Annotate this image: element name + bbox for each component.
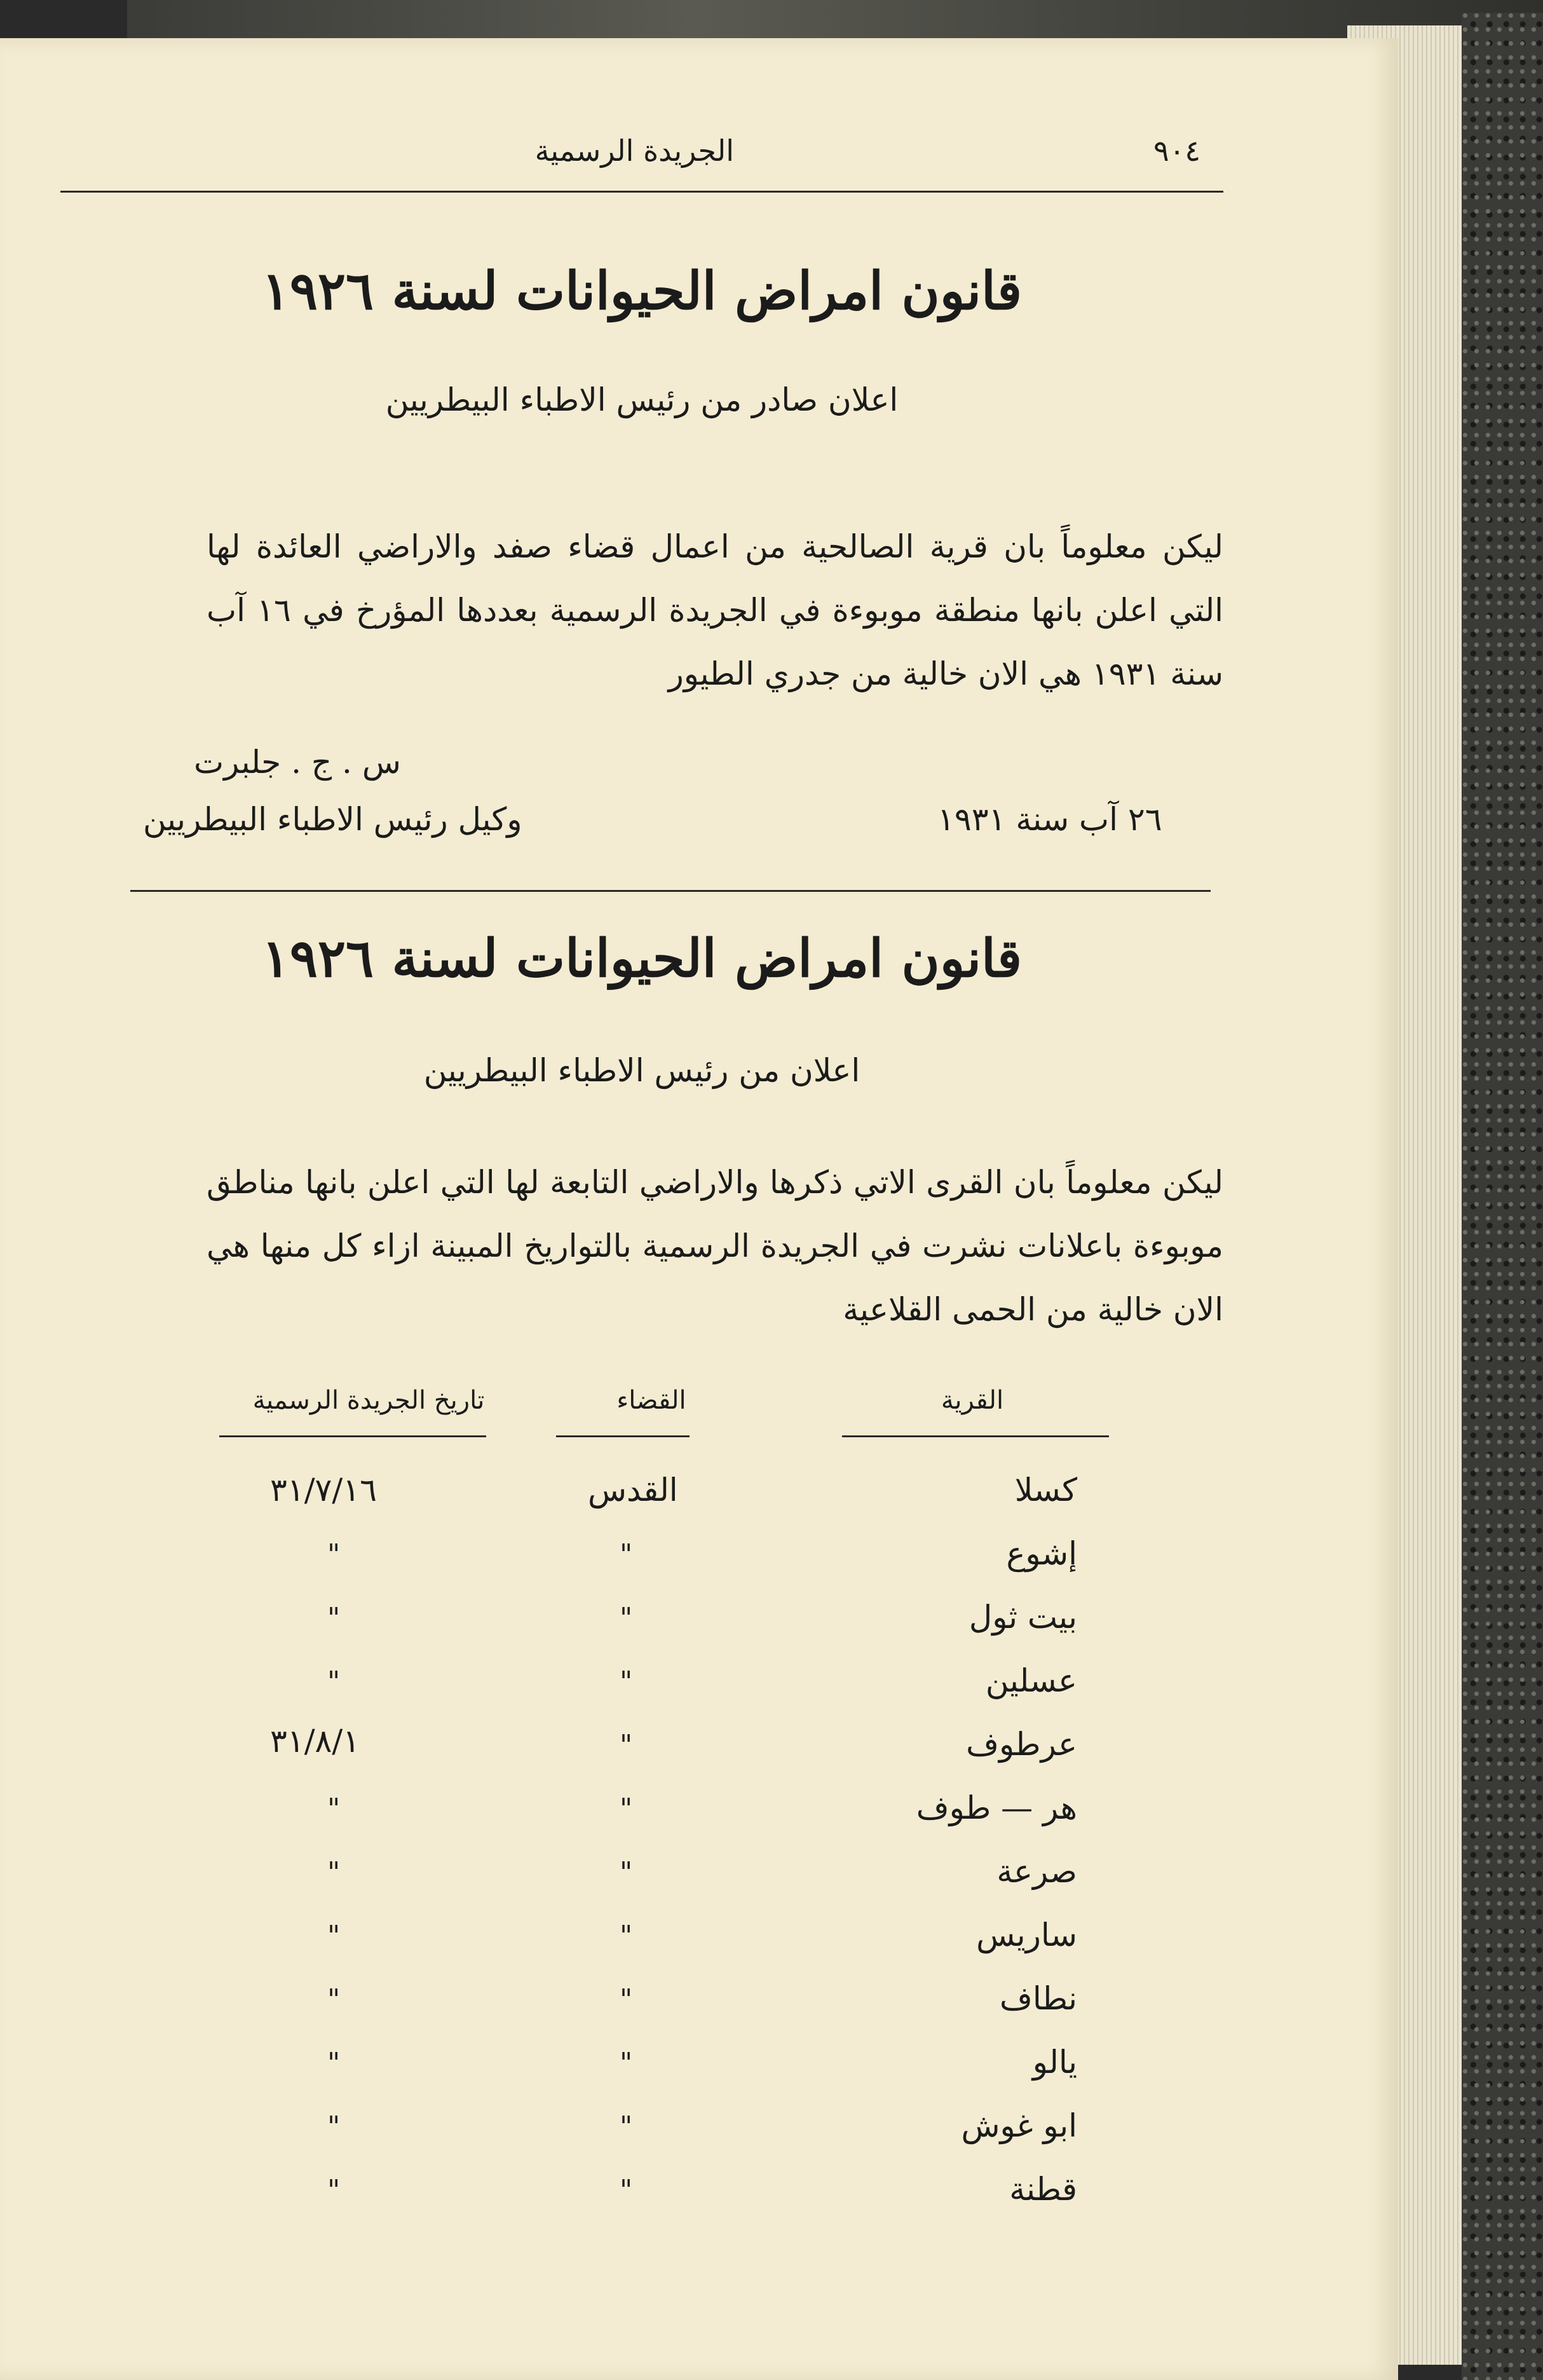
notice1-signer: س . ج . جلبرت — [194, 744, 401, 781]
notice1-subtitle: اعلان صادر من رئيس الاطباء البيطريين — [385, 381, 899, 418]
ditto-mark: " — [327, 2110, 341, 2143]
running-head — [60, 133, 1223, 191]
ditto-mark: " — [327, 1793, 341, 1825]
gazette-date: ٣١/٧/١٦ — [270, 1472, 377, 1508]
ditto-mark: " — [327, 1856, 341, 1889]
book-spine — [1462, 13, 1543, 2380]
ditto-mark: " — [620, 1920, 633, 1952]
notice1-title: قانون امراض الحيوانات لسنة ١٩٢٦ — [261, 261, 1023, 322]
ditto-mark: " — [327, 1665, 341, 1698]
ditto-mark: " — [327, 1920, 341, 1952]
running-title: الجريدة الرسمية — [534, 133, 734, 168]
ditto-mark: " — [620, 1793, 633, 1825]
ditto-mark: " — [327, 1602, 341, 1634]
village-name: عرطوف — [966, 1726, 1077, 1763]
notice1-date: ٢٦ آب سنة ١٩٣١ — [937, 801, 1162, 838]
village-name: كسلا — [1014, 1472, 1077, 1508]
village-name: بيت ثول — [969, 1599, 1077, 1636]
notice1-body: ليكن معلوماً بان قرية الصالحية من اعمال قضاء صفد والاراضي العائدة لها التي اعلن بانها منطقة موبوءة في الجريدة الرسمية بعددها المؤرخ في ١٦ آب سنة ١٩٣١ هي الان خالية من جدري الطيور — [207, 528, 1224, 692]
village-name: ساريس — [976, 1917, 1077, 1953]
notice2-title: قانون امراض الحيوانات لسنة ١٩٢٦ — [261, 928, 1023, 989]
gazette-page — [0, 38, 1398, 2380]
ditto-mark: " — [327, 1983, 341, 2016]
col-header-district: القضاء — [616, 1386, 686, 1415]
ditto-mark: " — [620, 1602, 633, 1634]
section-divider — [130, 890, 1211, 892]
col-header-village: القرية — [941, 1386, 1004, 1415]
village-name: عسلين — [985, 1662, 1077, 1699]
col-header-gazette-date: تاريخ الجريدة الرسمية — [252, 1386, 485, 1415]
village-name: قطنة — [1009, 2171, 1077, 2208]
gazette-date: ٣١/٨/١ — [270, 1723, 360, 1760]
village-name: هر — طوف — [916, 1789, 1077, 1826]
page-content — [60, 38, 1223, 2380]
ditto-mark: " — [327, 2174, 341, 2206]
col-rule-district — [556, 1435, 690, 1437]
ditto-mark: " — [620, 1665, 633, 1698]
notice1-signer-title: وكيل رئيس الاطباء البيطريين — [143, 801, 522, 838]
village-name: يالو — [1032, 2044, 1077, 2081]
col-rule-gazette-date — [219, 1435, 486, 1437]
page-number: ٩٠٤ — [1153, 133, 1201, 168]
ditto-mark: " — [620, 1856, 633, 1889]
village-name: إشوع — [1006, 1535, 1077, 1572]
ditto-mark: " — [620, 1538, 633, 1571]
ditto-mark: " — [620, 1729, 633, 1761]
village-name: نطاف — [1000, 1980, 1077, 2017]
ditto-mark: " — [620, 2047, 633, 2079]
village-name: صرعة — [996, 1853, 1077, 1890]
ditto-mark: " — [620, 2110, 633, 2143]
district-name: القدس — [588, 1472, 678, 1508]
col-rule-village — [842, 1435, 1109, 1437]
ditto-mark: " — [327, 1538, 341, 1571]
header-rule — [60, 191, 1223, 193]
notice2-body: ليكن معلوماً بان القرى الاتي ذكرها والاراضي التابعة لها التي اعلن بانها مناطق موبوءة باعلانات نشرت في الجريدة الرسمية بالتواريخ المبينة ازاء كل منها هي الان خالية من الحمى القلاعية — [207, 1164, 1223, 1328]
ditto-mark: " — [620, 2174, 633, 2206]
ditto-mark: " — [327, 2047, 341, 2079]
notice2-subtitle: اعلان من رئيس الاطباء البيطريين — [423, 1052, 860, 1089]
village-name: ابو غوش — [961, 2107, 1077, 2144]
ditto-mark: " — [620, 1983, 633, 2016]
